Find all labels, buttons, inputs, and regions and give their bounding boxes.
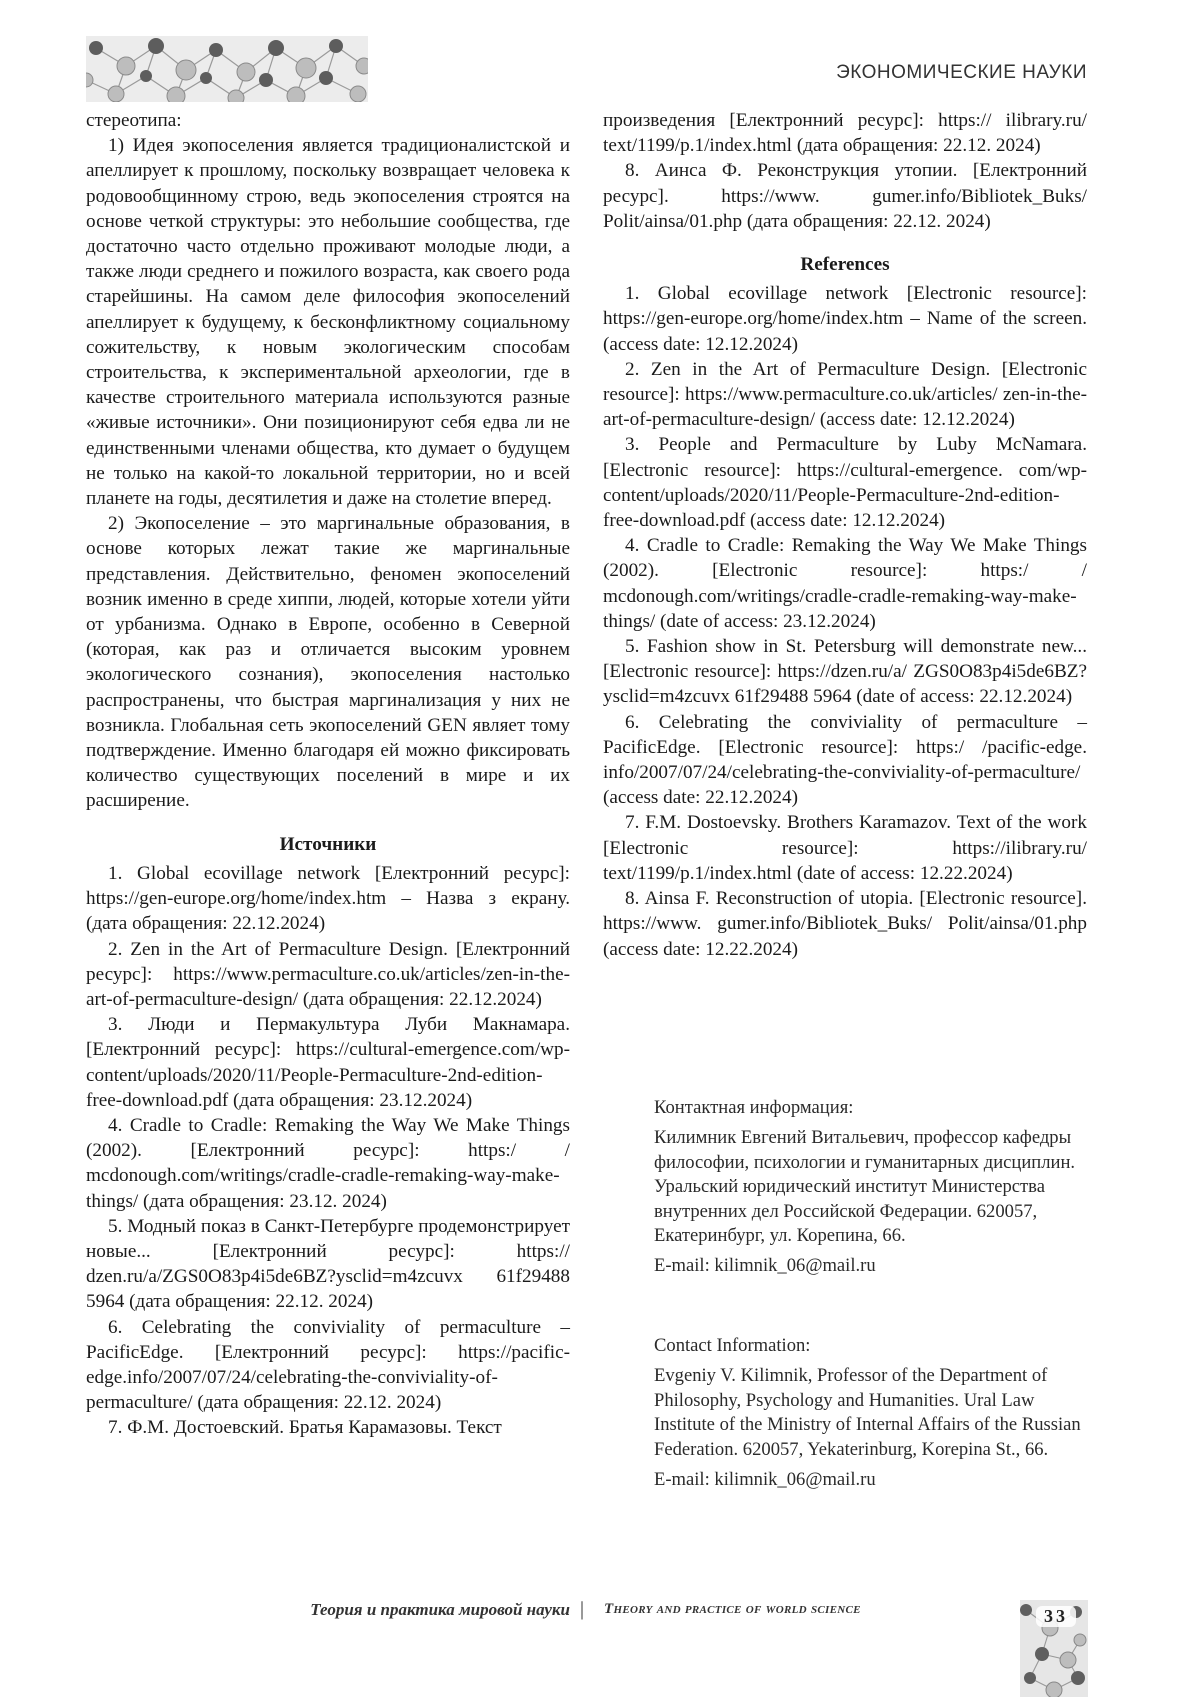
source-item: 8. Аинса Ф. Реконструкция утопии. [Електронний ресурс]. https://www. gumer.info/Bibliotek_Buks/ Polit/ainsa/01.php (дата обращения: 22.12. 2024) [603, 160, 1087, 232]
references-heading: References [800, 254, 890, 276]
journal-title-ru: Теория и практика мировой науки [310, 1600, 570, 1619]
source-item: 6. Celebrating the conviviality of permaculture – PacificEdge. [Електронний ресурс]: https://pacific-edge.info/2007/07/24/celebrating-the-conviviality-of-permaculture/ (дата обращения: 22.12. 2024) [86, 1316, 570, 1414]
source-item-continued: произведения [Електронний ресурс]: https:// ilibrary.ru/ text/1199/p.1/index.html (дата обращения: 22.12. 2024) [603, 110, 1087, 157]
source-item: 4. Cradle to Cradle: Remaking the Way We Make Things (2002). [Електронний ресурс]: https:/ / mcdonough.com/writings/cradle-cradle-remaking-way-make-things/ (дата обращения: 23.12. 2024) [86, 1114, 570, 1212]
reference-item: 6. Celebrating the conviviality of permaculture – PacificEdge. [Electronic resource]: https:/ /pacific-edge. info/2007/07/24/celebrating-the-conviviality-of-permaculture/ (access date: 22.12.2024) [603, 711, 1087, 809]
contact-text: Килимник Евгений Витальевич, профессор кафедры философии, психологии и гуманитарных дисциплин. Уральский юридический институт Министерства внутренних дел Российской Федерации. 620057, Екатеринбург, ул. Корепина, 66. [654, 1127, 1076, 1247]
source-item: 2. Zen in the Art of Permaculture Design. [Електронний ресурс]: https://www.permaculture.co.uk/articles/zen-in-the-art-of-permaculture-design/ (дата обращения: 22.12.2024) [86, 938, 570, 1010]
source-item: 7. Ф.М. Достоевский. Братья Карамазовы. Текст [108, 1417, 502, 1439]
reference-item: 3. People and Permaculture by Luby McNamara. [Electronic resource]: https://cultural-emergence. com/wp-content/uploads/2020/11/People-Permaculture-2nd-edition-free-download.pdf (access date: 12.12.2024) [603, 434, 1087, 532]
body-paragraph: стереотипа: [86, 110, 182, 131]
left-column [86, 108, 570, 1441]
molecule-pattern-icon [86, 36, 368, 102]
page-number: 33 [1036, 1606, 1076, 1627]
body-paragraph: 1) Идея экопоселения является традиционалистской и апеллирует к прошлому, поскольку возвращает человека к родовообщинному строю, ведь экопоселения строятся на основе четкой структуры: это небольшие сообщества, где достаточно часто отдельно проживают молодые люди, а также люди среднего и пожилого возраста, как своего рода старейшины. На самом деле философия экопоселений апеллирует к будущему, к бесконфликтному социальному сожительству, к новым экологическим способам строительства, к экспериментальной археологии, где в качестве строительного материала используются разные «живые источники». Они позиционируют себя едва ли не единственными членами общества, кто думает о будущем не только на какой-то локальной территории, но и всей планете на годы, десятилетия и даже на столетие вперед. [86, 135, 570, 510]
reference-item: 1. Global ecovillage network [Electronic resource]: https://gen-europe.org/home/index.htm – Name of the screen. (access date: 12.12.2024) [603, 283, 1087, 355]
journal-title-en: Theory and practice of world science [604, 1601, 861, 1617]
section-title: ЭКОНОМИЧЕСКИЕ НАУКИ [836, 62, 1087, 83]
contact-label: Контактная информация: [654, 1097, 854, 1118]
reference-item: 2. Zen in the Art of Permaculture Design. [Electronic resource]: https://www.permaculture.co.uk/articles/ zen-in-the-art-of-permaculture-design/ (access date: 12.12.2024) [603, 358, 1087, 431]
source-item: 5. Модный показ в Санкт-Петербурге продемонстрирует новые... [Електронний ресурс]: https:// dzen.ru/a/ZGS0O83p4i5de6BZ?ysclid=m4zcuvx 61f29488 5964 (дата обращения: 22.12. 2024) [86, 1215, 570, 1313]
reference-item: 5. Fashion show in St. Petersburg will demonstrate new... [Electronic resource]: https://dzen.ru/a/ ZGS0O83p4i5de6BZ?ysclid=m4zcuvx 61f29488 5964 (date of access: 22.12.2024) [603, 636, 1087, 708]
source-item: 1. Global ecovillage network [Електронний ресурс]: https://gen-europe.org/home/index.htm – Назва з екрану. (дата обращения: 22.12.2024) [86, 862, 570, 935]
contact-label: Contact Information: [654, 1335, 811, 1356]
reference-item: 8. Ainsa F. Reconstruction of utopia. [Electronic resource]. https://www. gumer.info/Bibliotek_Buks/ Polit/ainsa/01.php (access date: 12.22.2024) [603, 888, 1087, 960]
right-column [603, 108, 1087, 962]
header-molecule-banner [86, 36, 368, 102]
body-paragraph: 2) Экопоселение – это маргинальные образования, в основе которых лежат такие же маргинальные представления. Действительно, феномен экопоселений возник именно в среде хиппи, людей, которые хотели уйти от урбанизма. Однако в Европе, особенно в Северной (которая, как раз и отличается высоким уровнем экологического сознания), экопоселения настолько распространены, что быстрая маргинализация у них не возникла. Глобальная сеть экопоселений GEN являет тому подтверждение. Именно благодаря ей можно фиксировать количество существующих поселений в мире и их расширение. [86, 513, 570, 812]
contact-info-ru [654, 1096, 1094, 1279]
contact-text: Evgeniy V. Kilimnik, Professor of the Department of Philosophy, Psychology and Humanities. Ural Law Institute of the Ministry of Internal Affairs of the Russian Federation. 620057, Yekaterinburg, Korepina St., 66. [654, 1365, 1081, 1460]
contact-info-en [654, 1334, 1094, 1492]
source-item: 3. Люди и Пермакультура Луби Макнамара. [Електронний ресурс]: https://cultural-emergence.com/wp-content/uploads/2020/11/People-Permaculture-2nd-edition-free-download.pdf (дата обращения: 23.12.2024) [86, 1014, 570, 1111]
reference-item: 7. F.M. Dostoevsky. Brothers Karamazov. Text of the work [Electronic resource]: https://ilibrary.ru/ text/1199/p.1/index.html (date of access: 12.22.2024) [603, 812, 1087, 884]
contact-email: E-mail: kilimnik_06@mail.ru [654, 1469, 876, 1491]
footer-separator: | [580, 1598, 585, 1620]
reference-item: 4. Cradle to Cradle: Remaking the Way We Make Things (2002). [Electronic resource]: https:/ / mcdonough.com/writings/cradle-cradle-remaking-way-make-things/ (date of access: 23.12.2024) [603, 535, 1087, 632]
contact-email: E-mail: kilimnik_06@mail.ru [654, 1255, 876, 1277]
sources-heading: Источники [279, 833, 377, 855]
